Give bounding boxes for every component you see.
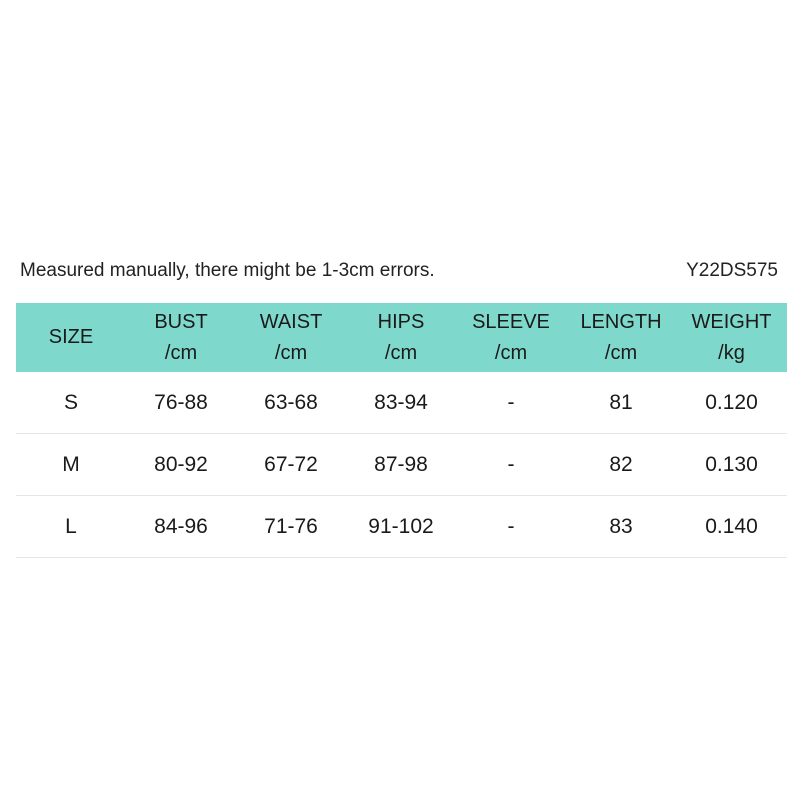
- header-label: WAIST: [259, 310, 323, 333]
- cell-hips: 91-102: [368, 514, 434, 538]
- header-label: HIPS: [377, 310, 425, 333]
- header-unit: /kg: [718, 341, 745, 364]
- header-label: LENGTH: [580, 310, 662, 333]
- cell-sleeve: -: [507, 514, 515, 538]
- cell-length: 82: [609, 452, 633, 476]
- cell-bust: 84-96: [154, 514, 208, 538]
- cell-weight: 0.140: [705, 514, 758, 538]
- cell-size: M: [62, 452, 80, 476]
- cell-length: 81: [609, 390, 633, 414]
- header-unit: /cm: [384, 341, 418, 364]
- header-waist: [236, 303, 346, 372]
- table-row: [16, 372, 787, 434]
- cell-weight: 0.130: [705, 452, 758, 476]
- cell-sleeve: -: [507, 390, 515, 414]
- header-unit: /cm: [494, 341, 528, 364]
- header-unit: /cm: [164, 341, 198, 364]
- header-sleeve: [456, 303, 566, 372]
- header-label: SLEEVE: [472, 310, 550, 333]
- cell-hips: 87-98: [374, 452, 428, 476]
- header-label: BUST: [154, 310, 208, 333]
- table-row: [16, 434, 787, 496]
- size-table: [16, 303, 787, 558]
- header-unit: /cm: [604, 341, 638, 364]
- header-weight: [676, 303, 787, 372]
- measurement-note: Measured manually, there might be 1-3cm errors.: [20, 260, 435, 281]
- cell-waist: 71-76: [264, 514, 318, 538]
- cell-hips: 83-94: [374, 390, 428, 414]
- cell-sleeve: -: [507, 452, 515, 476]
- header-length: [566, 303, 676, 372]
- product-code: Y22DS575: [686, 260, 778, 281]
- header-hips: [346, 303, 456, 372]
- cell-waist: 63-68: [264, 390, 318, 414]
- cell-weight: 0.120: [705, 390, 758, 414]
- header-bust: [126, 303, 236, 372]
- cell-length: 83: [609, 514, 633, 538]
- header-unit: /cm: [274, 341, 308, 364]
- cell-bust: 80-92: [154, 452, 208, 476]
- table-row: [16, 496, 787, 558]
- table-header: [16, 303, 787, 372]
- cell-bust: 76-88: [154, 390, 208, 414]
- header-size: [16, 303, 126, 372]
- cell-size: S: [63, 390, 78, 414]
- note-row: [20, 258, 778, 284]
- header-label: SIZE: [48, 326, 94, 348]
- header-label: WEIGHT: [691, 310, 772, 333]
- cell-size: L: [65, 514, 77, 538]
- cell-waist: 67-72: [264, 452, 318, 476]
